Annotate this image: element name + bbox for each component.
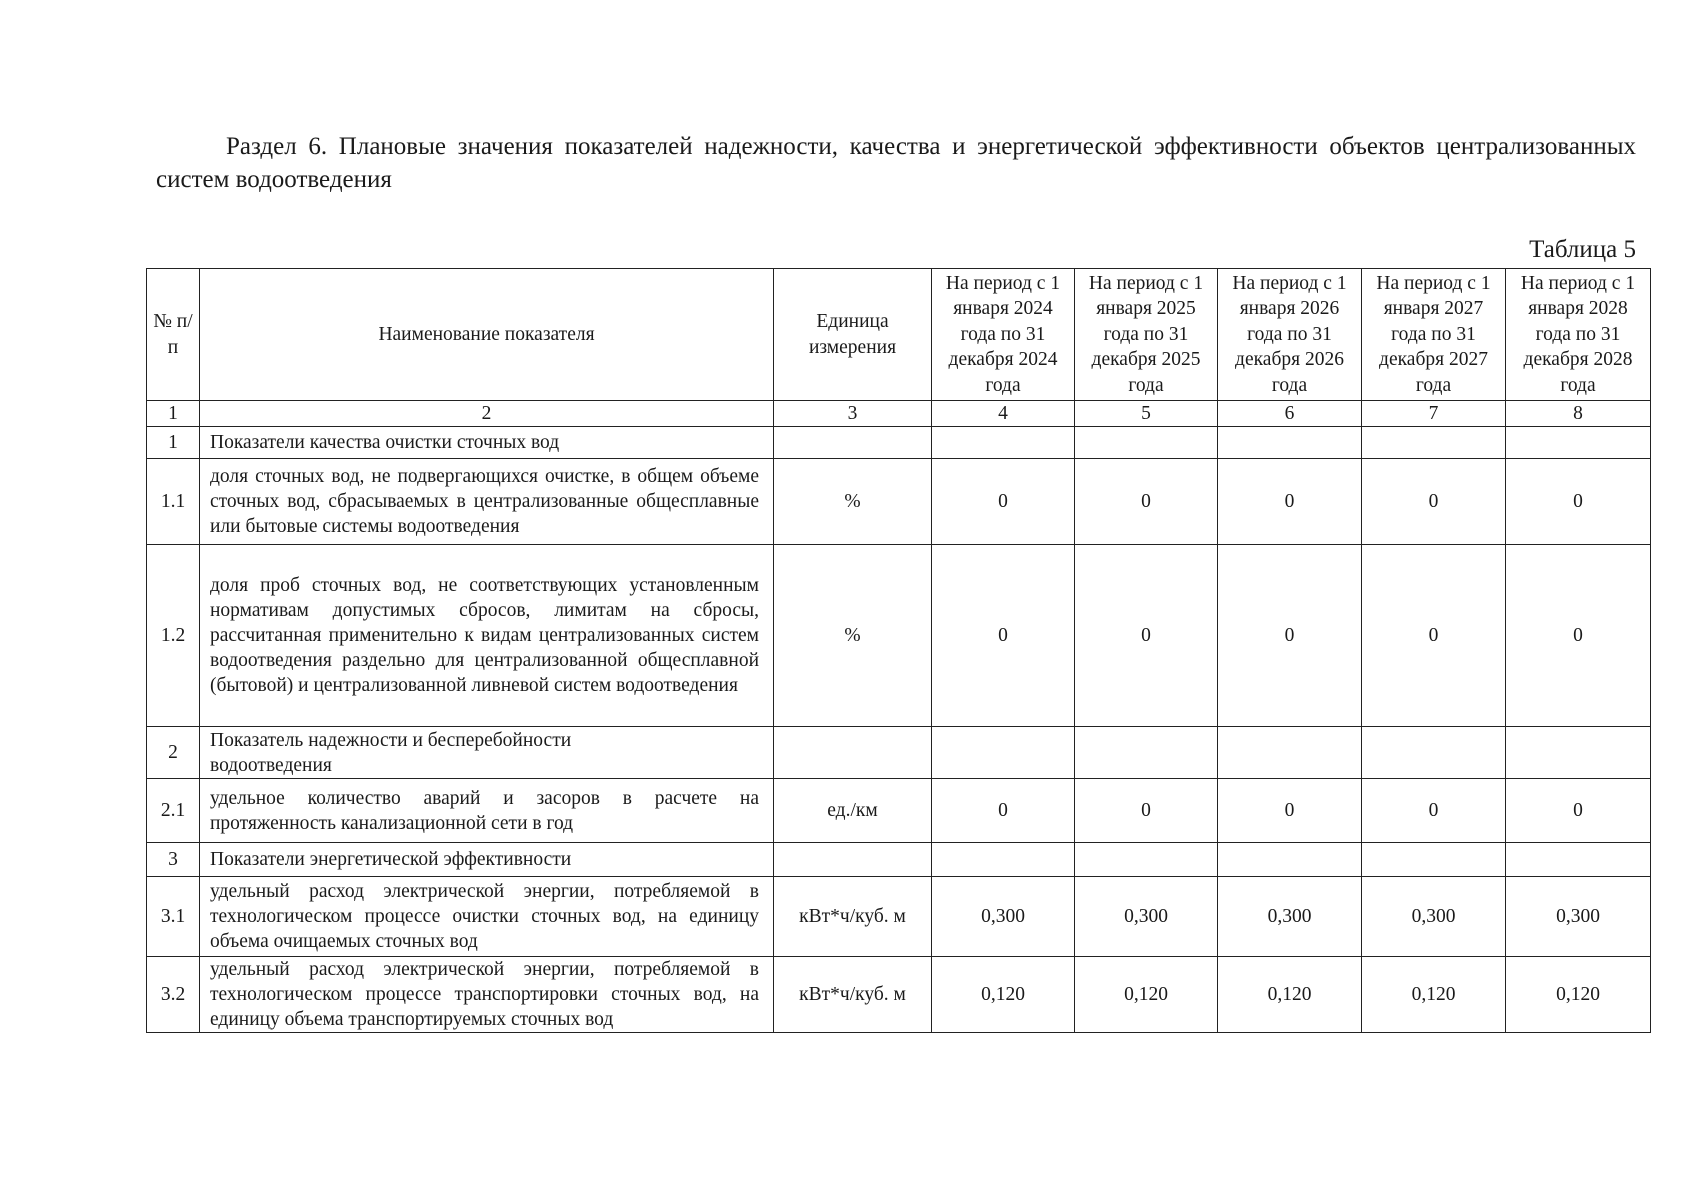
column-number: 7 xyxy=(1362,401,1506,427)
column-number: 3 xyxy=(774,401,932,427)
header-unit: Единица измерения xyxy=(774,269,932,401)
section-title: Показатели качества очистки сточных вод xyxy=(200,427,774,459)
header-period-2028: На период с 1 января 2028 года по 31 декабря 2028 года xyxy=(1506,269,1651,401)
indicator-name: доля сточных вод, не подвергающихся очистке, в общем объеме сточных вод, сбрасываемых в централизованные общесплавные или бытовые системы водоотведения xyxy=(200,459,774,545)
value-2026: 0,300 xyxy=(1218,877,1362,957)
header-period-2025: На период с 1 января 2025 года по 31 декабря 2025 года xyxy=(1075,269,1218,401)
header-period-2024: На период с 1 января 2024 года по 31 декабря 2024 года xyxy=(932,269,1075,401)
value-2024: 0,120 xyxy=(932,957,1075,1033)
row-number: 3.2 xyxy=(147,957,200,1033)
value-2028: 0 xyxy=(1506,459,1651,545)
value-2028: 0,120 xyxy=(1506,957,1651,1033)
column-number: 2 xyxy=(200,401,774,427)
value-2025: 0 xyxy=(1075,779,1218,843)
indicator-unit: % xyxy=(774,545,932,727)
row-number: 1.1 xyxy=(147,459,200,545)
column-number: 5 xyxy=(1075,401,1218,427)
table-row xyxy=(147,459,1651,545)
indicator-name: доля проб сточных вод, не соответствующих установленным нормативам допустимых сбросов, лимитам на сбросы, рассчитанная применительно к видам централизованных систем водоотведения раздельно для централизованной общесплавной (бытовой) и централизованной ливневой систем водоотведения xyxy=(200,545,774,727)
section-heading: Раздел 6. Плановые значения показателей надежности, качества и энергетической эффективности объектов централизованных систем водоотведения xyxy=(156,133,1636,193)
value-2028: 0 xyxy=(1506,545,1651,727)
indicators-table xyxy=(146,268,1651,1033)
value-2025: 0 xyxy=(1075,545,1218,727)
value-2024: 0 xyxy=(932,779,1075,843)
value-2026: 0,120 xyxy=(1218,957,1362,1033)
section-number: 3 xyxy=(147,843,200,877)
indicator-name: удельный расход электрической энергии, потребляемой в технологическом процессе очистки сточных вод, на единицу объема очищаемых сточных вод xyxy=(200,877,774,957)
value-2024: 0 xyxy=(932,545,1075,727)
value-2025: 0,300 xyxy=(1075,877,1218,957)
table-row xyxy=(147,877,1651,957)
indicator-unit: кВт*ч/куб. м xyxy=(774,877,932,957)
column-number: 4 xyxy=(932,401,1075,427)
column-number: 8 xyxy=(1506,401,1651,427)
indicator-name: удельный расход электрической энергии, потребляемой в технологическом процессе транспортировки сточных вод, на единицу объема транспортируемых сточных вод xyxy=(200,957,774,1033)
row-number: 1.2 xyxy=(147,545,200,727)
value-2026: 0 xyxy=(1218,459,1362,545)
value-2027: 0,120 xyxy=(1362,957,1506,1033)
value-2027: 0,300 xyxy=(1362,877,1506,957)
value-2026: 0 xyxy=(1218,779,1362,843)
value-2028: 0 xyxy=(1506,779,1651,843)
section-title: Показатель надежности и бесперебойности водоотведения xyxy=(200,727,774,779)
header-period-2027: На период с 1 января 2027 года по 31 декабря 2027 года xyxy=(1362,269,1506,401)
section-number: 2 xyxy=(147,727,200,779)
indicator-unit: кВт*ч/куб. м xyxy=(774,957,932,1033)
section-number: 1 xyxy=(147,427,200,459)
column-number-row xyxy=(147,401,1651,427)
header-row xyxy=(147,269,1651,401)
header-num: № п/п xyxy=(147,269,200,401)
row-number: 3.1 xyxy=(147,877,200,957)
row-number: 2.1 xyxy=(147,779,200,843)
value-2025: 0 xyxy=(1075,459,1218,545)
indicator-name: удельное количество аварий и засоров в расчете на протяженность канализационной сети в год xyxy=(200,779,774,843)
value-2027: 0 xyxy=(1362,545,1506,727)
value-2024: 0,300 xyxy=(932,877,1075,957)
section-row xyxy=(147,843,1651,877)
value-2025: 0,120 xyxy=(1075,957,1218,1033)
value-2026: 0 xyxy=(1218,545,1362,727)
table-row xyxy=(147,545,1651,727)
header-name: Наименование показателя xyxy=(200,269,774,401)
column-number: 6 xyxy=(1218,401,1362,427)
value-2028: 0,300 xyxy=(1506,877,1651,957)
header-period-2026: На период с 1 января 2026 года по 31 декабря 2026 года xyxy=(1218,269,1362,401)
column-number: 1 xyxy=(147,401,200,427)
value-2027: 0 xyxy=(1362,459,1506,545)
value-2024: 0 xyxy=(932,459,1075,545)
indicator-unit: % xyxy=(774,459,932,545)
indicator-unit: ед./км xyxy=(774,779,932,843)
table-row xyxy=(147,779,1651,843)
section-title: Показатели энергетической эффективности xyxy=(200,843,774,877)
table-caption: Таблица 5 xyxy=(1529,236,1636,263)
table-row xyxy=(147,957,1651,1033)
section-row xyxy=(147,727,1651,779)
section-row xyxy=(147,427,1651,459)
value-2027: 0 xyxy=(1362,779,1506,843)
